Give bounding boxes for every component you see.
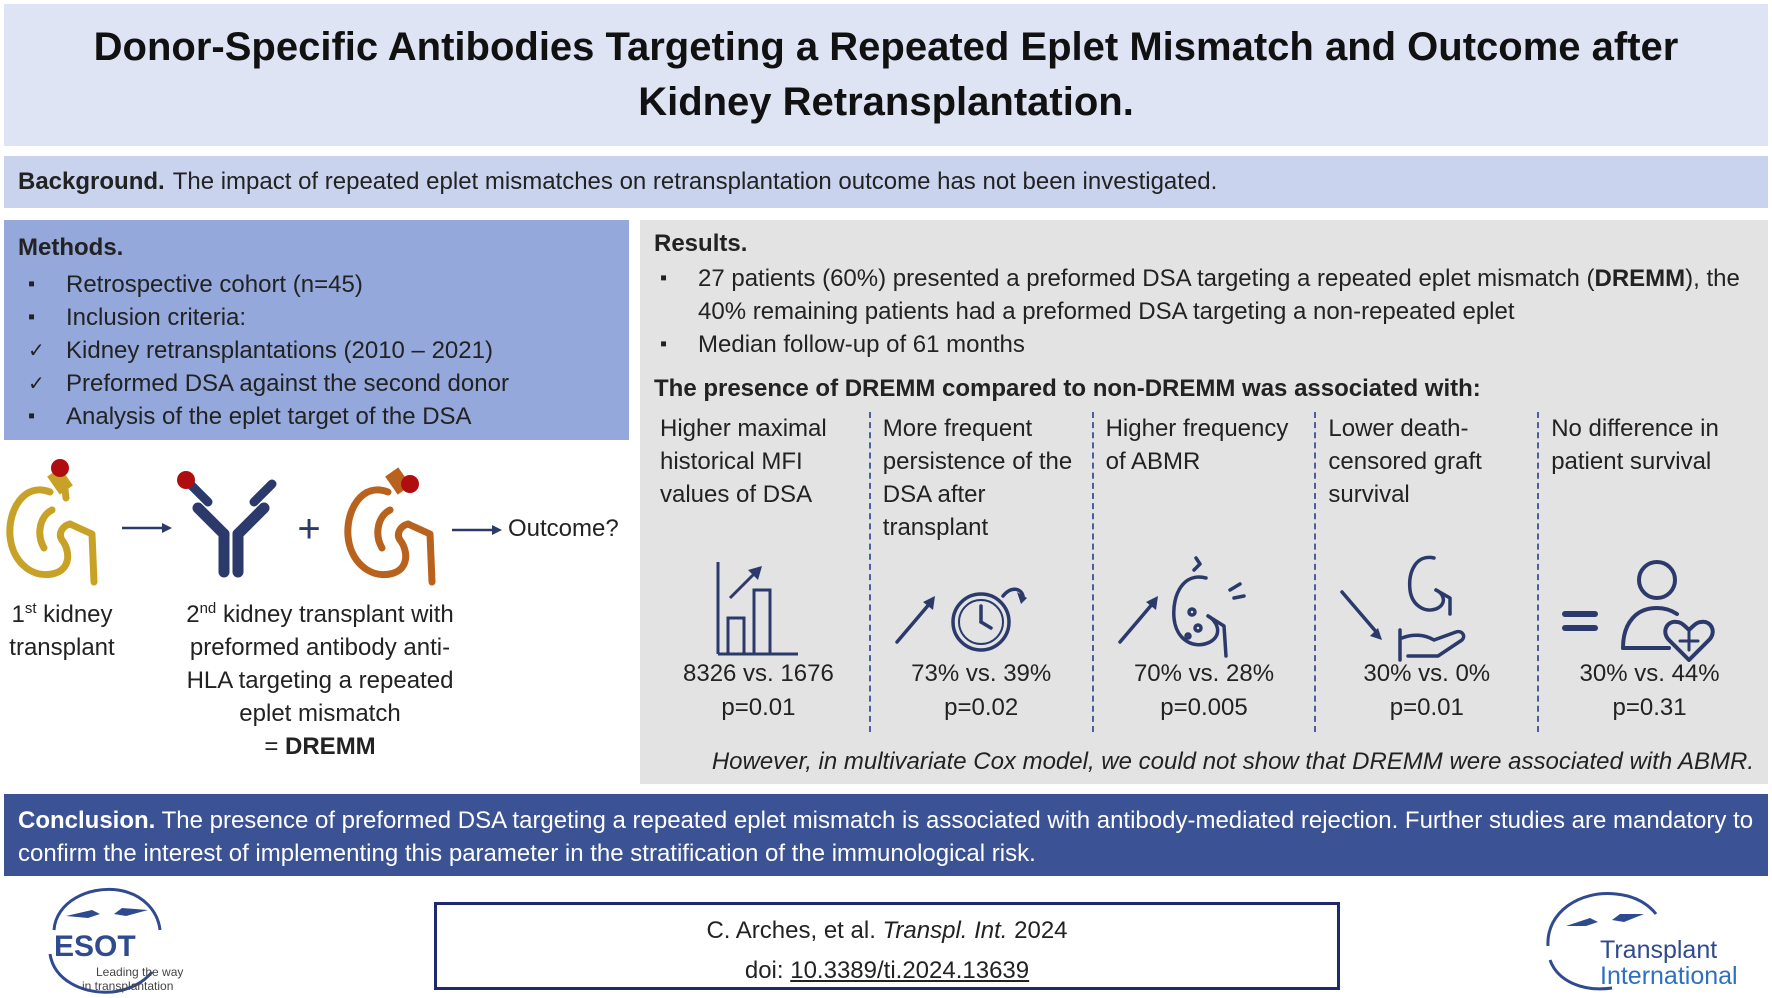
results-item-text (698, 262, 1754, 328)
conclusion-text: The presence of preformed DSA targeting a repeated eplet mismatch is associated with antibody-mediated rejection. Further studies are mandatory to confirm the interest of implementing this parameter in the stratification of the immunological risk. (18, 807, 1754, 867)
citation-authors: C. Arches, et al. (706, 917, 876, 944)
result-column-persistence (871, 412, 1094, 732)
results-label: Results. (654, 230, 748, 257)
result-title: More frequent persistence of the DSA after transplant (882, 415, 1073, 541)
result-title: Higher frequency of ABMR (1105, 415, 1289, 475)
methods-item-text: Analysis of the eplet target of the DSA (66, 402, 472, 430)
bar-chart-up-icon (648, 542, 848, 662)
second-line-1: kidney transplant with (222, 601, 454, 628)
citation-year: 2024 (1014, 917, 1068, 944)
results-list (654, 262, 1754, 361)
first-word-2: transplant (9, 634, 115, 661)
arrow-down-hand-kidney-icon (1316, 542, 1516, 662)
second-num: 2 (186, 601, 200, 628)
list-item (654, 328, 1754, 361)
second-transplant-label (160, 592, 480, 763)
results-bold: DREMM (1594, 265, 1686, 292)
result-value: 30% vs. 0% (1363, 660, 1491, 687)
background-label: Background. (18, 168, 165, 195)
result-value: 30% vs. 44% (1579, 660, 1720, 687)
citation-box (434, 902, 1340, 990)
methods-list (18, 268, 615, 433)
methods-item-text: Inclusion criteria: (66, 303, 247, 331)
antigen-dot-icon (177, 471, 195, 489)
transplant-international-logo (1540, 888, 1766, 992)
conclusion-section (4, 794, 1768, 876)
citation-line (437, 911, 1337, 951)
result-p-value: p=0.005 (1160, 694, 1248, 721)
list-item (654, 262, 1754, 328)
title-banner (4, 4, 1768, 146)
result-p-value: p=0.01 (1389, 694, 1464, 721)
arrow-up-timer-icon (871, 542, 1071, 662)
esot-logo (26, 884, 216, 996)
result-title: Higher maximal historical MFI values of DSA (660, 415, 827, 508)
methods-item-text: Kidney retransplantations (2010 – 2021) (66, 336, 493, 364)
result-value: 70% vs. 28% (1133, 660, 1275, 687)
methods-section (4, 220, 629, 440)
methods-label: Methods. (18, 234, 124, 261)
first-word: kidney (43, 601, 113, 628)
second-line-2: preformed antibody anti- (189, 634, 451, 661)
list-item (18, 301, 615, 334)
background-section (4, 156, 1768, 208)
result-title: Lower death-censored graft survival (1328, 415, 1482, 508)
results-footnote: However, in multivariate Cox model, we could not show that DREMM were associated with ABMR. (711, 748, 1754, 775)
arrow-right-icon (452, 525, 502, 535)
dremm-term: DREMM (285, 733, 376, 760)
results-text-b: ), the 40% remaining patients had a preformed DSA targeting a non-repeated eplet (698, 265, 1740, 325)
plus-sign: + (297, 507, 321, 551)
list-item (18, 334, 615, 367)
equal-person-heart-icon (1539, 542, 1739, 662)
first-sup: st (24, 600, 37, 617)
doi-link[interactable]: 10.3389/ti.2024.13639 (790, 957, 1030, 984)
first-transplant-label (2, 592, 122, 664)
result-p-value: p=0.31 (1612, 694, 1687, 721)
result-column-patient-survival (1539, 412, 1760, 732)
ti-line-1: Transplant (1600, 936, 1718, 964)
equals-sign: = (264, 733, 279, 760)
result-p-value: p=0.01 (721, 694, 796, 721)
esot-name: ESOT (54, 930, 136, 963)
result-title: No difference in patient survival (1551, 415, 1719, 475)
list-item (18, 400, 615, 433)
bullet-icon: ▪ (28, 306, 36, 328)
esot-tagline-2: in transplantation (82, 979, 174, 993)
bullet-icon: ▪ (660, 267, 668, 289)
results-text-a: 27 patients (60%) presented a preformed DSA targeting a repeated eplet mismatch ( (698, 265, 1595, 292)
study-design-flow (0, 450, 640, 770)
methods-item-text: Preformed DSA against the second donor (66, 369, 509, 397)
antibody-icon (190, 484, 272, 572)
bullet-icon: ▪ (28, 405, 36, 427)
list-item (18, 367, 615, 400)
conclusion-label: Conclusion. (18, 807, 156, 834)
first-num: 1 (11, 601, 25, 628)
result-value: 8326 vs. 1676 (683, 660, 834, 687)
second-line-4: eplet mismatch (239, 700, 401, 727)
second-sup: nd (199, 600, 217, 617)
outcome-label: Outcome? (508, 515, 619, 542)
result-column-mfi (648, 412, 871, 732)
result-column-graft-survival (1316, 412, 1539, 732)
result-column-abmr (1094, 412, 1317, 732)
kidney-icon-orange (348, 467, 432, 582)
results-columns (648, 412, 1760, 732)
result-p-value: p=0.02 (944, 694, 1019, 721)
page-title: Donor-Specific Antibodies Targeting a Repeated Eplet Mismatch and Outcome after Kidney Retransplantation. (93, 25, 1679, 124)
doi-line (437, 951, 1337, 991)
list-item (18, 268, 615, 301)
results-section (640, 220, 1768, 784)
second-line-3: HLA targeting a repeated (186, 667, 454, 694)
methods-item-text: Retrospective cohort (n=45) (66, 270, 363, 298)
arrow-up-damaged-kidney-icon (1094, 542, 1294, 662)
ti-line-2: International (1600, 962, 1738, 990)
esot-tagline-1: Leading the way (96, 965, 184, 979)
result-value: 73% vs. 39% (911, 660, 1052, 687)
kidney-icon-gold (10, 467, 94, 582)
bullet-icon: ▪ (660, 333, 668, 355)
doi-label: doi: (744, 957, 784, 984)
citation-journal: Transpl. Int. (882, 917, 1008, 944)
arrow-right-icon (122, 523, 172, 533)
check-icon: ✓ (28, 340, 45, 362)
results-item-text: Median follow-up of 61 months (698, 331, 1025, 358)
association-heading: The presence of DREMM compared to non-DREMM was associated with: (654, 375, 1481, 402)
antigen-dot-icon (51, 459, 69, 477)
bullet-icon: ▪ (28, 273, 36, 295)
antigen-dot-icon (401, 475, 419, 493)
background-text: The impact of repeated eplet mismatches on retransplantation outcome has not been investigated. (172, 168, 1218, 195)
check-icon: ✓ (28, 373, 45, 395)
